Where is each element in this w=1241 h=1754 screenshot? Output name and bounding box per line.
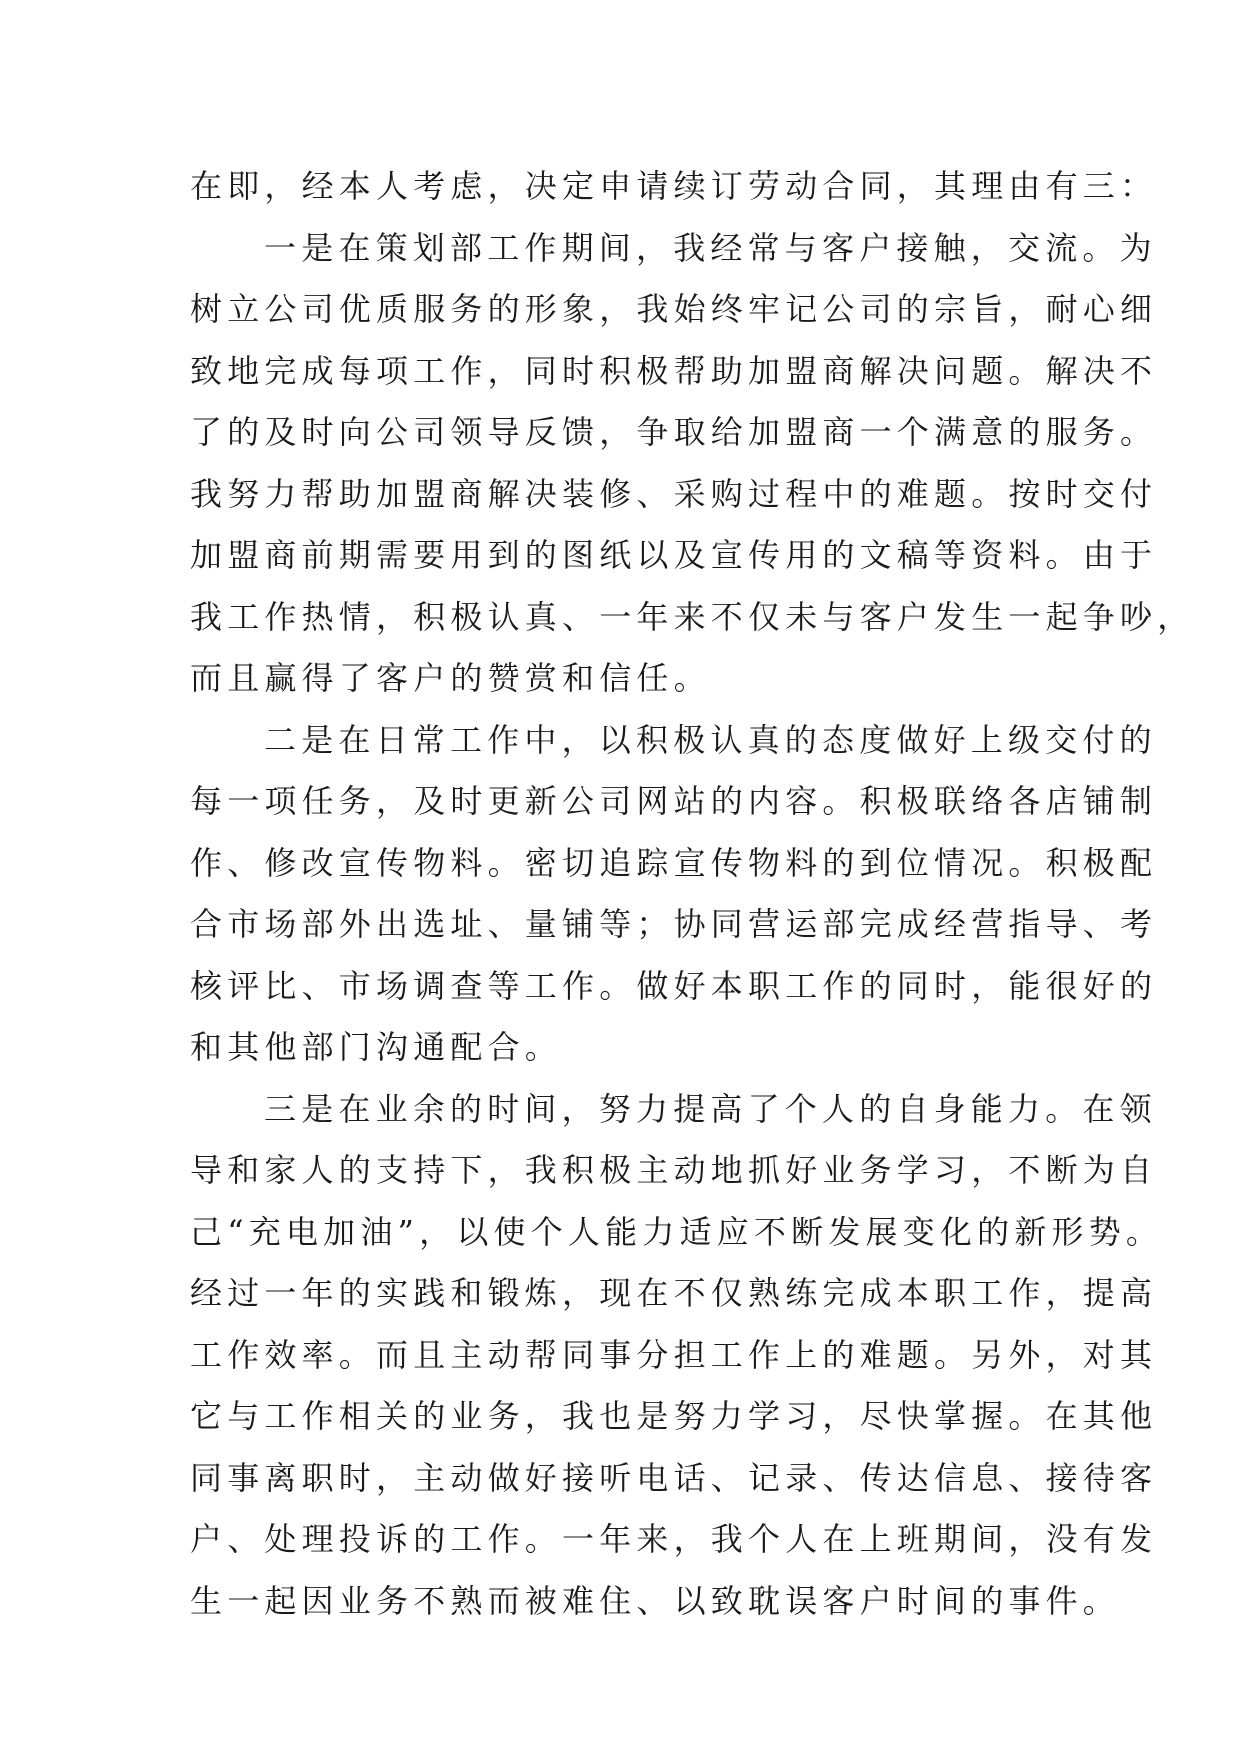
text-line: 每一项任务，及时更新公司网站的内容。积极联络各店铺制	[190, 782, 1158, 820]
paragraph-3-start: 三是在业余的时间，努力提高了个人的自身能力。在领	[264, 1089, 1157, 1128]
text-line: 导和家人的支持下，我积极主动地抓好业务学习，不断为自	[190, 1151, 1158, 1189]
text-line: 和其他部门沟通配合。	[190, 1028, 563, 1066]
text-line: 我工作热情，积极认真、一年来不仅未与客户发生一起争吵，	[190, 597, 1195, 636]
text-line: 在即，经本人考虑，决定申请续订劳动合同，其理由有三：	[190, 167, 1158, 205]
text-line: 致地完成每项工作，同时积极帮助加盟商解决问题。解决不	[190, 351, 1158, 390]
text-line: 它与工作相关的业务，我也是努力学习，尽快掌握。在其他	[190, 1397, 1158, 1435]
body-text	[190, 156, 1195, 1632]
text-line: 了的及时向公司领导反馈，争取给加盟商一个满意的服务。	[190, 413, 1158, 451]
text-line: 户、处理投诉的工作。一年来，我个人在上班期间，没有发	[190, 1520, 1158, 1558]
text-line: 我努力帮助加盟商解决装修、采购过程中的难题。按时交付	[190, 474, 1158, 513]
text-line: 作、修改宣传物料。密切追踪宣传物料的到位情况。积极配	[190, 843, 1158, 882]
paragraph-2-start: 二是在日常工作中，以积极认真的态度做好上级交付的	[264, 720, 1157, 759]
text-line: 经过一年的实践和锻炼，现在不仅熟练完成本职工作，提高	[190, 1274, 1158, 1312]
text-line: 工作效率。而且主动帮同事分担工作上的难题。另外，对其	[190, 1335, 1158, 1374]
text-line: 己“充电加油”，以使个人能力适应不断发展变化的新形势。	[190, 1212, 1164, 1251]
paragraph-1-start: 一是在策划部工作期间，我经常与客户接触，交流。为	[264, 228, 1157, 267]
text-line: 树立公司优质服务的形象，我始终牢记公司的宗旨，耐心细	[190, 290, 1158, 328]
text-line: 加盟商前期需要用到的图纸以及宣传用的文稿等资料。由于	[190, 536, 1158, 574]
text-line: 而且赢得了客户的赞赏和信任。	[190, 659, 711, 697]
text-line: 核评比、市场调查等工作。做好本职工作的同时，能很好的	[190, 966, 1158, 1005]
text-line: 同事离职时，主动做好接听电话、记录、传达信息、接待客	[190, 1458, 1158, 1497]
text-line: 生一起因业务不熟而被难住、以致耽误客户时间的事件。	[190, 1581, 1121, 1620]
text-line: 合市场部外出选址、量铺等；协同营运部完成经营指导、考	[190, 905, 1158, 943]
